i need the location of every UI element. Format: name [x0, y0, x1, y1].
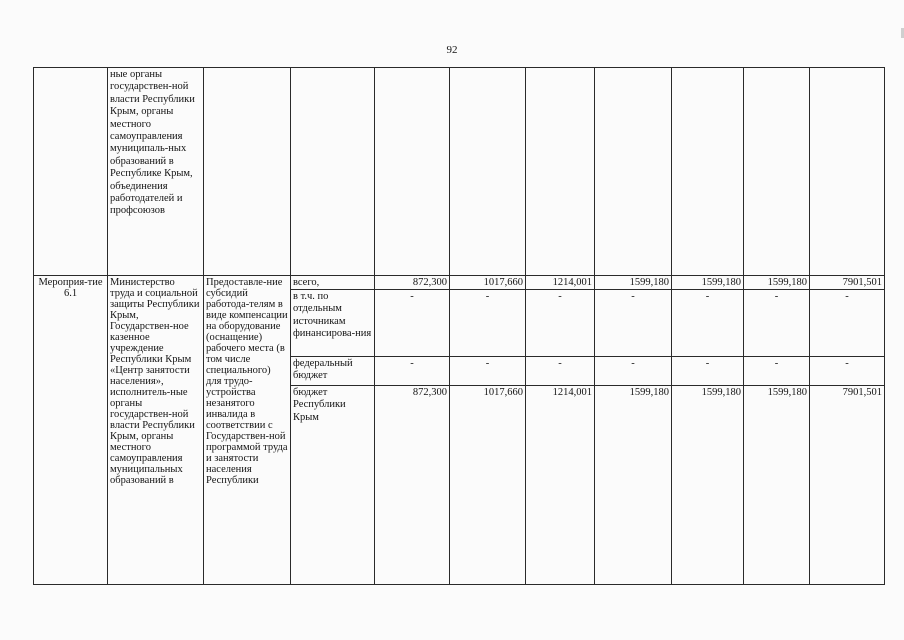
value-cell-empty: [810, 68, 885, 276]
value-total-2: 1017,660: [450, 276, 526, 290]
value-republic-3: 1214,001: [526, 386, 595, 585]
value-total-6: 1599,180: [744, 276, 810, 290]
source-republic: бюджет Республики Крым: [291, 386, 375, 585]
value-cell-empty: [672, 68, 744, 276]
source-total: всего,: [291, 276, 375, 290]
value-by-source-sum: -: [810, 290, 885, 357]
value-by-source-2: -: [450, 290, 526, 357]
source-federal: федеральный бюджет: [291, 357, 375, 386]
executor-continuation-cell: ные органы государствен-ной власти Республики Крым, органы местного самоуправления муниципаль-ных образований в Республике Крым, объединения работодателей и профсоюзов: [108, 68, 204, 276]
value-cell-empty: [744, 68, 810, 276]
description-cell-empty: [204, 68, 291, 276]
value-cell-empty: [526, 68, 595, 276]
value-by-source-5: -: [672, 290, 744, 357]
page-number: 92: [446, 44, 458, 56]
value-cell-empty: [450, 68, 526, 276]
value-republic-4: 1599,180: [595, 386, 672, 585]
value-federal-sum: -: [810, 357, 885, 386]
value-total-1: 872,300: [375, 276, 450, 290]
measure-cell-empty: [34, 68, 108, 276]
value-total-3: 1214,001: [526, 276, 595, 290]
measure-executors-cell: Министерство труда и социальной защиты Республики Крым, Государствен-ное казенное учреждение Республики Крым «Центр занятости населения», исполнитель-ные органы государствен-ной власти Республики Крым, органы местного самоуправления муниципальных образований в: [108, 276, 204, 585]
value-republic-1: 872,300: [375, 386, 450, 585]
value-total-5: 1599,180: [672, 276, 744, 290]
table-row-total: [34, 276, 885, 290]
value-federal-5: -: [672, 357, 744, 386]
value-by-source-3: -: [526, 290, 595, 357]
value-cell-empty: [375, 68, 450, 276]
value-republic-sum: 7901,501: [810, 386, 885, 585]
value-federal-2: -: [450, 357, 526, 386]
value-by-source-1: -: [375, 290, 450, 357]
source-by-source: в т.ч. по отдельным источникам финансирова-ния: [291, 290, 375, 357]
value-by-source-4: -: [595, 290, 672, 357]
value-republic-5: 1599,180: [672, 386, 744, 585]
value-republic-6: 1599,180: [744, 386, 810, 585]
value-federal-3: -: [526, 357, 595, 386]
value-federal-1: -: [375, 357, 450, 386]
value-by-source-6: -: [744, 290, 810, 357]
value-republic-2: 1017,660: [450, 386, 526, 585]
measure-description-cell: Предоставле-ние субсидий работода-телям в виде компенсации на оборудование (оснащение) рабочего места (в том числе специального) для трудо-устройства незанятого инвалида в соответствии с Государствен-ной программой труда и занятости населения Республики: [204, 276, 291, 585]
value-total-4: 1599,180: [595, 276, 672, 290]
value-total-sum: 7901,501: [810, 276, 885, 290]
value-cell-empty: [595, 68, 672, 276]
value-federal-4: -: [595, 357, 672, 386]
value-federal-6: -: [744, 357, 810, 386]
source-cell-empty: [291, 68, 375, 276]
measure-label-cell: Мероприя-тие 6.1: [34, 276, 108, 585]
table-row-continuation: [34, 68, 885, 276]
budget-table: [33, 67, 885, 585]
